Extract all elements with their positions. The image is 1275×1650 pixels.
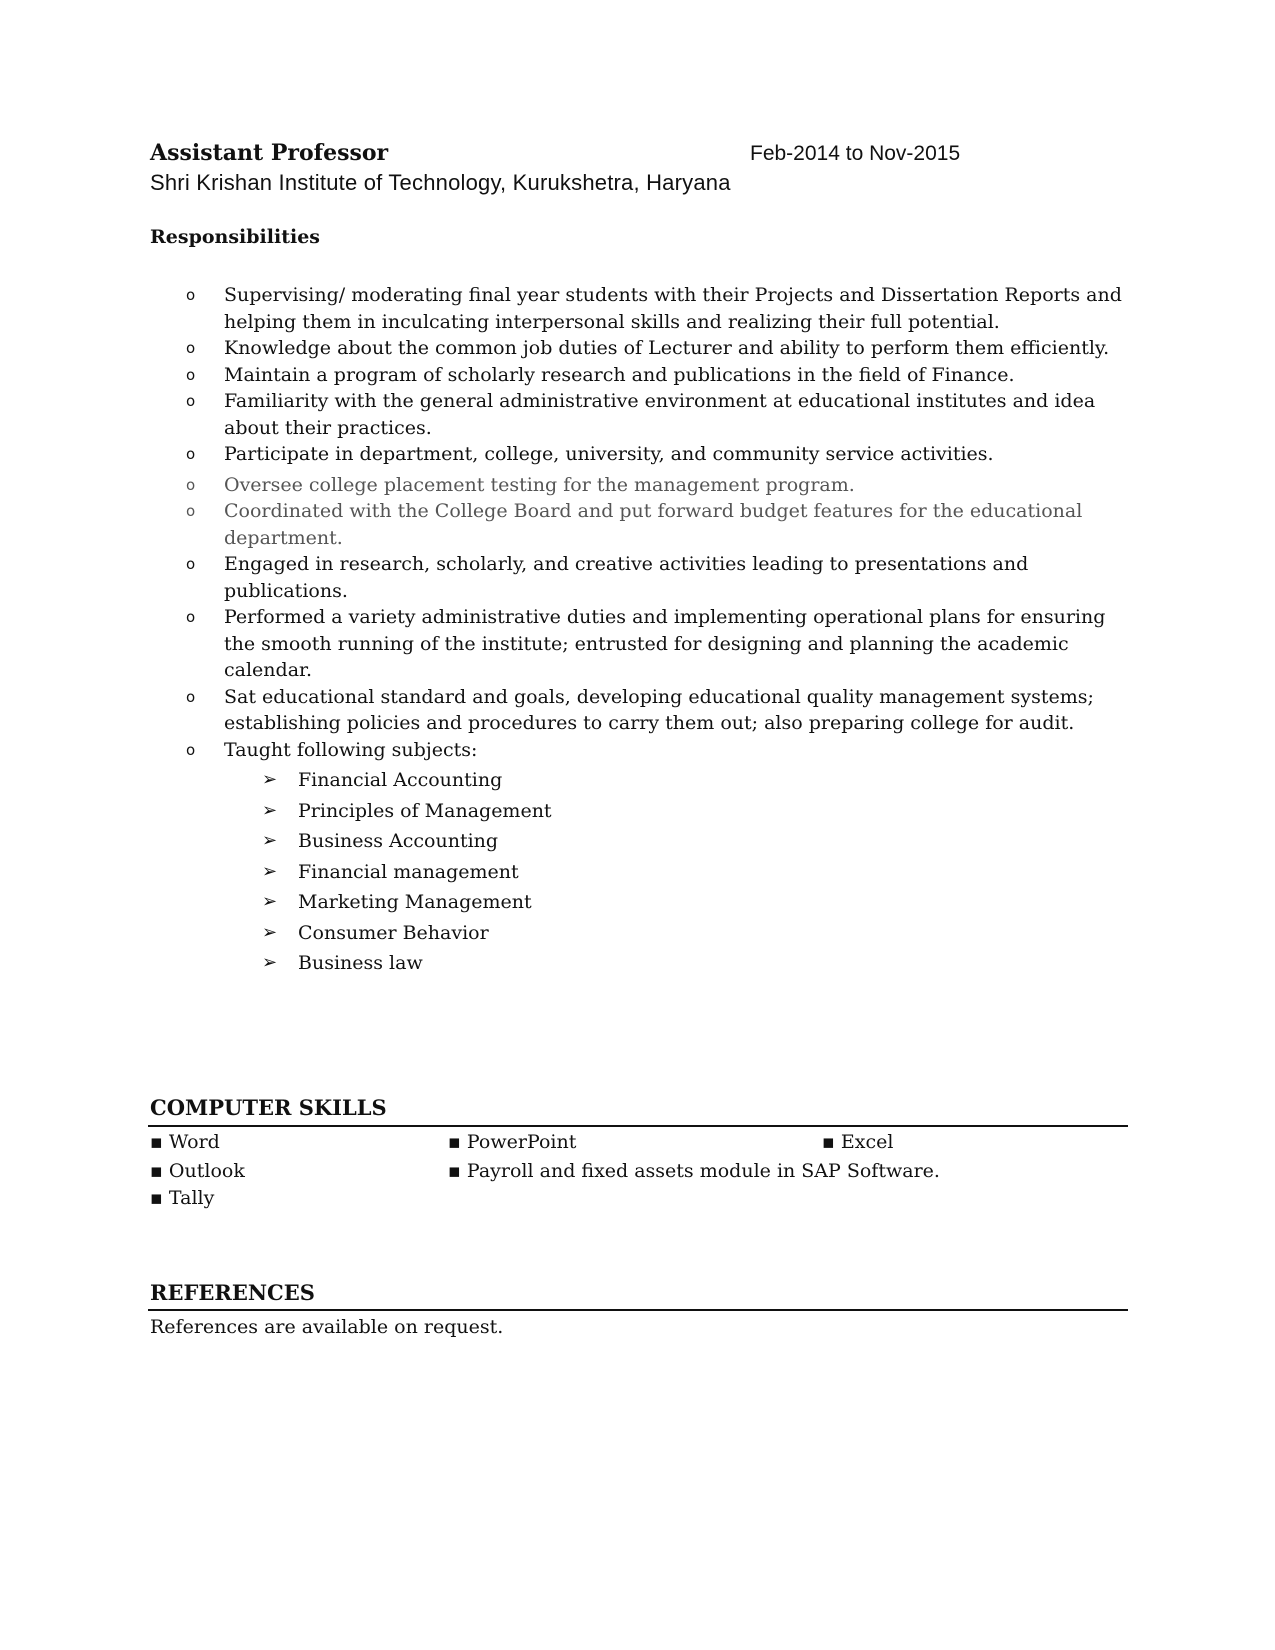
- skill-word: ▪ Word: [150, 1131, 220, 1153]
- section-divider: [148, 1309, 1128, 1311]
- skill-tally: ▪ Tally: [150, 1187, 215, 1209]
- responsibility-text: Maintain a program of scholarly research and publications in the field of Finance.: [224, 363, 1015, 386]
- subject-text: Consumer Behavior: [298, 921, 489, 944]
- responsibilities-list: [180, 282, 1130, 979]
- responsibility-text: Taught following subjects:: [224, 738, 478, 761]
- responsibility-text: Coordinated with the College Board and put forward budget features for the educational department.: [224, 500, 1083, 549]
- skill-powerpoint: ▪ PowerPoint: [448, 1131, 577, 1153]
- arrow-bullet-icon: ➢: [262, 891, 278, 912]
- skill-excel: ▪ Excel: [822, 1131, 894, 1153]
- list-item: [180, 282, 1130, 335]
- subject-item: [224, 887, 1130, 918]
- subject-item: [224, 857, 1130, 888]
- subject-item: [224, 948, 1130, 979]
- subject-item: [224, 918, 1130, 949]
- list-item: [180, 388, 1130, 441]
- circle-bullet-icon: o: [186, 286, 196, 304]
- arrow-bullet-icon: ➢: [262, 830, 278, 851]
- skill-outlook: ▪ Outlook: [150, 1160, 245, 1182]
- list-item: [180, 604, 1130, 684]
- subject-item: [224, 796, 1130, 827]
- subject-text: Financial Accounting: [298, 769, 503, 791]
- list-item: [180, 472, 1130, 499]
- circle-bullet-icon: o: [186, 608, 196, 626]
- responsibility-text: Sat educational standard and goals, developing educational quality management systems; establishing policies and procedures to carry them out; also preparing college for audit.: [224, 685, 1094, 734]
- subject-item: [224, 826, 1130, 857]
- circle-bullet-icon: o: [186, 740, 196, 759]
- references-heading: REFERENCES: [150, 1280, 315, 1305]
- responsibility-text: Oversee college placement testing for the management program.: [224, 473, 855, 496]
- circle-bullet-icon: o: [186, 502, 196, 520]
- responsibility-text: Performed a variety administrative duties and implementing operational plans for ensuring the smooth running of the institute; entrusted for designing and planning the academic calendar.: [224, 606, 1106, 681]
- section-divider: [148, 1125, 1128, 1127]
- responsibilities-heading: Responsibilities: [150, 226, 320, 248]
- list-item: [180, 362, 1130, 389]
- subject-text: Business Accounting: [298, 830, 499, 852]
- job-title: Assistant Professor: [150, 140, 389, 166]
- list-item: [180, 737, 1130, 979]
- subject-text: Marketing Management: [298, 891, 532, 913]
- responsibility-text: Supervising/ moderating final year students with their Projects and Dissertation Reports and helping them in inculcating interpersonal skills and realizing their full potential.: [224, 284, 1122, 333]
- circle-bullet-icon: o: [186, 339, 196, 357]
- list-item: [180, 441, 1130, 468]
- responsibility-text: Knowledge about the common job duties of Lecturer and ability to perform them efficiently.: [224, 337, 1110, 359]
- arrow-bullet-icon: ➢: [262, 921, 278, 943]
- subject-text: Principles of Management: [298, 799, 552, 822]
- arrow-bullet-icon: ➢: [262, 799, 278, 821]
- skill-sap: ▪ Payroll and fixed assets module in SAP Software.: [448, 1160, 940, 1182]
- circle-bullet-icon: o: [186, 445, 196, 463]
- circle-bullet-icon: o: [186, 687, 196, 706]
- list-item: [180, 551, 1130, 604]
- computer-skills-heading: COMPUTER SKILLS: [150, 1095, 387, 1120]
- responsibility-text: Familiarity with the general administrative environment at educational institutes and idea about their practices.: [224, 390, 1096, 439]
- subjects-list: [224, 765, 1130, 979]
- arrow-bullet-icon: ➢: [262, 769, 278, 790]
- circle-bullet-icon: o: [186, 475, 196, 494]
- subject-text: Financial management: [298, 860, 519, 883]
- arrow-bullet-icon: ➢: [262, 952, 278, 973]
- circle-bullet-icon: o: [186, 392, 196, 410]
- circle-bullet-icon: o: [186, 555, 196, 573]
- subject-text: Business law: [298, 952, 423, 974]
- circle-bullet-icon: o: [186, 365, 196, 384]
- references-text: References are available on request.: [150, 1316, 504, 1338]
- arrow-bullet-icon: ➢: [262, 860, 278, 882]
- responsibility-text: Participate in department, college, university, and community service activities.: [224, 443, 994, 465]
- list-item: [180, 498, 1130, 551]
- list-item: [180, 684, 1130, 737]
- responsibility-text: Engaged in research, scholarly, and creative activities leading to presentations and publications.: [224, 553, 1029, 602]
- subject-item: [224, 765, 1130, 796]
- list-item: [180, 335, 1130, 362]
- job-dates: Feb-2014 to Nov-2015: [750, 142, 961, 165]
- institute-name: Shri Krishan Institute of Technology, Kurukshetra, Haryana: [150, 170, 731, 195]
